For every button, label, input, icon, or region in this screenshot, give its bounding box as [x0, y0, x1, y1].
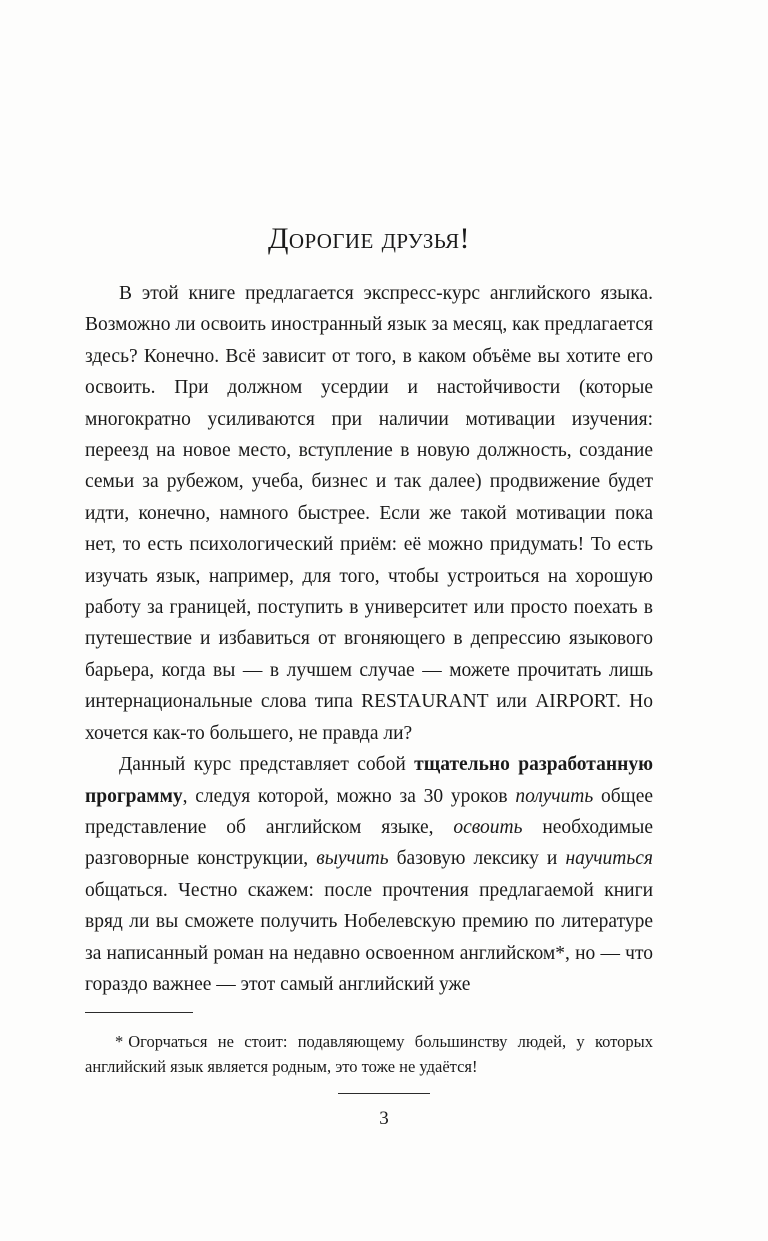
folio-divider: [338, 1093, 430, 1094]
emphasis-italic: выучить: [316, 848, 389, 870]
page-content: [85, 222, 653, 1000]
text-run: общее представление об английском языке,: [85, 785, 653, 838]
footnote-marker: *: [115, 1032, 124, 1051]
text-run: В этой книге предлагается экспресс-курс английского языка. Возможно ли освоить иностранный язык за месяц, как предлагается здесь? Конечно. Всё зависит от того, в каком объёме вы хотите его освоить. При должном усердии и настойчивости (которые многократно усиливаются при наличии мотивации изучения: переезд на новое место, вступление в новую должность, создание семьи за рубежом, учеба, бизнес и так далее) продвижение будет идти, конечно, намного быстрее. Если же такой мотивации пока нет, то есть психологический приём: её можно придумать! То есть изучать язык, например, для того, чтобы устроиться на хорошую работу за границей, поступить в университет или просто поехать в путешествие и избавиться от вгоняющего в депрессию языкового барьера, когда вы — в лучшем случае — можете прочитать лишь интернациональные слова типа RESTAURANT или AIRPORT. Но хочется как-то большего, не правда ли?: [85, 283, 653, 744]
text-run: общаться. Честно скажем: после прочтения предлагаемой книги вряд ли вы сможете получить Нобелевскую премию по литературе за написанный роман на недавно освоенном английском*, но — что гораздо важнее — этот самый английский уже: [85, 879, 653, 995]
page-number: 3: [379, 1108, 389, 1129]
page-footer: [0, 1093, 768, 1130]
emphasis-bold: тщательно разработанную программу: [85, 754, 653, 807]
emphasis-italic: научиться: [565, 848, 653, 870]
footnote-block: [85, 1012, 653, 1079]
text-run: базовую лексику и: [388, 848, 566, 870]
text-run: Данный курс представляет собой: [119, 754, 415, 776]
footnote-text: [85, 1029, 653, 1079]
text-run: необходимые разговорные конструкции,: [85, 816, 653, 870]
paragraph-intro: [85, 278, 653, 749]
footnote-body: Огорчаться не стоит: подавляющему большинству людей, у которых английский язык является родным, это тоже не удаётся!: [85, 1032, 653, 1076]
paragraph-course-description: [85, 749, 653, 1000]
footnote-divider: [85, 1012, 193, 1013]
text-run: , следуя которой, можно за 30 уроков: [182, 785, 516, 807]
emphasis-italic: получить: [515, 785, 594, 807]
emphasis-italic: освоить: [453, 816, 523, 838]
page-title: Дорогие друзья!: [268, 222, 470, 255]
